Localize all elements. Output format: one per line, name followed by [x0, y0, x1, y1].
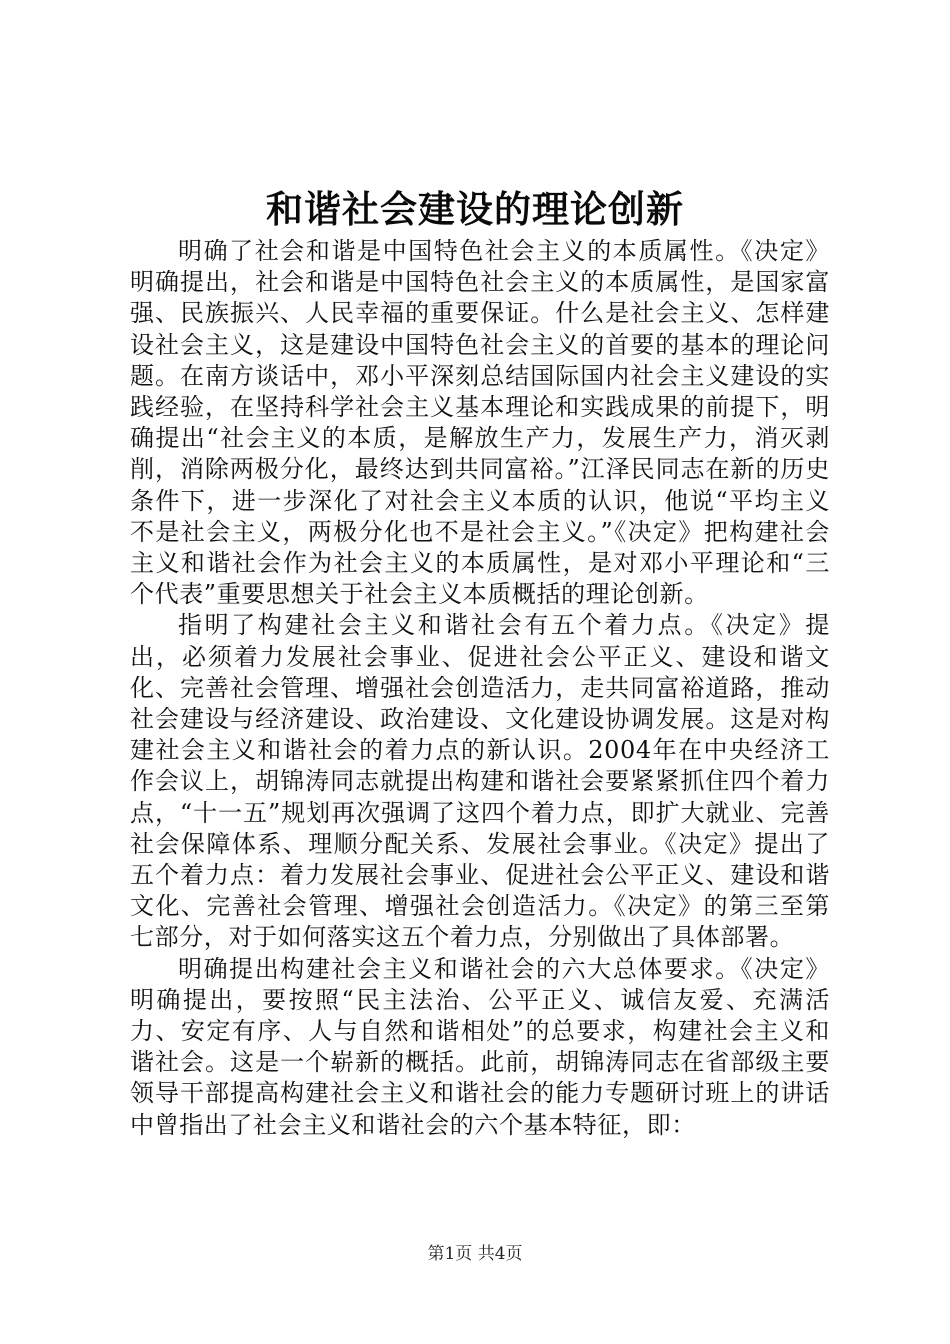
- document-body: [130, 236, 830, 1141]
- paragraph-five-focus-points: 指明了构建社会主义和谐社会有五个着力点。《决定》提出，必须着力发展社会事业、促进社会公平正义、建设和谐文化、完善社会管理、增强社会创造活力，走共同富裕道路，推动社会建设与经济建设、政治建设、文化建设协调发展。这是对构建社会主义和谐社会的着力点的新认识。2004年在中央经济工作会议上，胡锦涛同志就提出构建和谐社会要紧紧抓住四个着力点，“十一五”规划再次强调了这四个着力点，即扩大就业、完善社会保障体系、理顺分配关系、发展社会事业。《决定》提出了五个着力点：着力发展社会事业、促进社会公平正义、建设和谐文化、完善社会管理、增强社会创造活力。《决定》的第三至第七部分，对于如何落实这五个着力点，分别做出了具体部署。: [130, 611, 830, 952]
- paragraph-essential-attribute: 明确了社会和谐是中国特色社会主义的本质属性。《决定》明确提出，社会和谐是中国特色社会主义的本质属性，是国家富强、民族振兴、人民幸福的重要保证。什么是社会主义、怎样建设社会主义，这是建设中国特色社会主义的首要的基本的理论问题。在南方谈话中，邓小平深刻总结国际国内社会主义建设的实践经验，在坚持科学社会主义基本理论和实践成果的前提下，明确提出“社会主义的本质，是解放生产力，发展生产力，消灭剥削，消除两极分化，最终达到共同富裕。”江泽民同志在新的历史条件下，进一步深化了对社会主义本质的认识，他说“平均主义不是社会主义，两极分化也不是社会主义。”《决定》把构建社会主义和谐社会作为社会主义的本质属性，是对邓小平理论和“三个代表”重要思想关于社会主义本质概括的理论创新。: [130, 237, 830, 609]
- document-title: 和谐社会建设的理论创新: [266, 187, 684, 231]
- paragraph-six-requirements: 明确提出构建社会主义和谐社会的六大总体要求。《决定》明确提出，要按照“民主法治、公平正义、诚信友爱、充满活力、安定有序、人与自然和谐相处”的总要求，构建社会主义和谐社会。这是一个崭新的概括。此前，胡锦涛同志在省部级主要领导干部提高构建社会主义和谐社会的能力专题研讨班上的讲话中曾指出了社会主义和谐社会的六个基本特征，即：: [130, 954, 830, 1139]
- page-number-footer: 第1页 共4页: [427, 1244, 523, 1264]
